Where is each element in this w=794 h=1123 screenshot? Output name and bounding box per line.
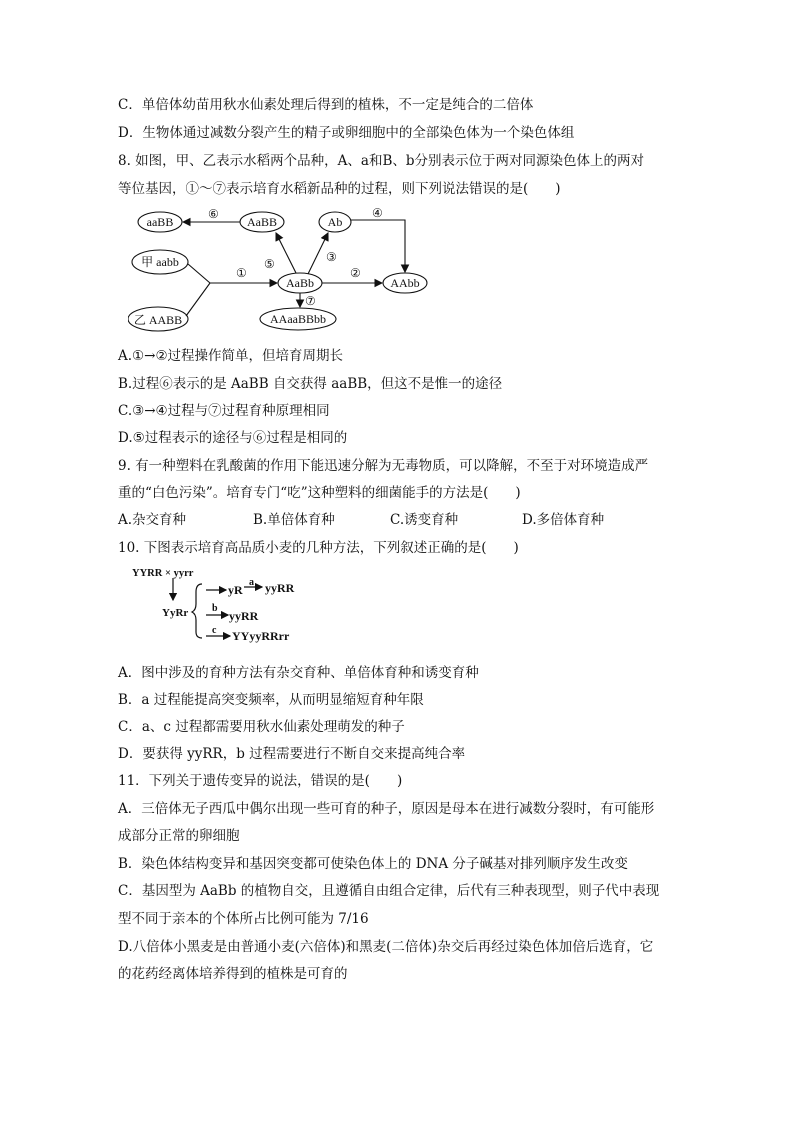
q8-breeding-diagram xyxy=(128,204,488,334)
q11-option-d-line2: 的花药经离体培养得到的植株是可育的 xyxy=(118,966,348,982)
q11-option-a-line2: 成部分正常的卵细胞 xyxy=(118,828,240,844)
q8-stem-line1: 8. 如图，甲、乙表示水稻两个品种，A、a和B、b分别表示位于两对同源染色体上的两对 xyxy=(118,153,645,169)
q9-option-c: C.诱变育种 xyxy=(390,512,459,528)
q7-option-d: D．生物体通过减数分裂产生的精子或卵细胞中的全部染色体为一个染色体组 xyxy=(118,125,575,141)
q9-stem-line2: 重的“白色污染”。培育专门“吃”这种塑料的细菌能手的方法是( ) xyxy=(118,485,521,501)
product-a2-label: yyRR xyxy=(265,581,295,595)
q9-option-d: D.多倍体育种 xyxy=(522,512,605,528)
step-7-label: ⑦ xyxy=(305,294,316,308)
q8-option-a: A.①→②过程操作简单，但培育周期长 xyxy=(118,348,344,364)
step-2-label: ② xyxy=(350,266,361,280)
node-jia-label: 甲 aabb xyxy=(141,255,179,269)
node-yi-label: 乙 AABB xyxy=(133,313,183,327)
product-c-label: YYyyRRrr xyxy=(232,629,290,643)
step-5-label: ⑤ xyxy=(264,257,275,271)
node-AaBb-label: AaBb xyxy=(286,276,314,290)
q10-option-b: B．a 过程能提高突变频率，从而明显缩短育种年限 xyxy=(118,692,424,708)
node-AAbb-label: AAbb xyxy=(390,276,420,290)
q10-option-a: A．图中涉及的育种方法有杂交育种、单倍体育种和诱变育种 xyxy=(118,665,479,681)
q11-option-a-line1: A．三倍体无子西瓜中偶尔出现一些可育的种子，原因是母本在进行减数分裂时，有可能形 xyxy=(118,801,655,817)
q11-option-b: B．染色体结构变异和基因突变都可使染色体上的 DNA 分子碱基对排列顺序发生改变 xyxy=(118,856,628,872)
q9-option-a: A.杂交育种 xyxy=(118,512,187,528)
node-aaBB-label: aaBB xyxy=(146,215,174,229)
q10-wheat-diagram xyxy=(128,564,318,644)
q8-option-c: C.③→④过程与⑦过程育种原理相同 xyxy=(118,403,330,419)
step-3-label: ③ xyxy=(326,250,337,264)
q8-option-d: D.⑤过程表示的途径与⑥过程是相同的 xyxy=(118,430,348,446)
cross-label: YYRR × yyrr xyxy=(132,568,194,579)
q10-stem: 10. 下图表示培育高品质小麦的几种方法，下列叙述正确的是( ) xyxy=(118,540,519,556)
step-1-label: ① xyxy=(236,266,247,280)
q10-option-d: D．要获得 yyRR，b 过程需要进行不断自交来提高纯合率 xyxy=(118,746,466,762)
product-a-label: yR xyxy=(228,583,243,597)
q7-option-c: C．单倍体幼苗用秋水仙素处理后得到的植株，不一定是纯合的二倍体 xyxy=(118,97,534,113)
node-AaBB-label: AaBB xyxy=(247,215,277,229)
process-a-label: a xyxy=(249,577,254,588)
product-b-label: yyRR xyxy=(229,609,259,623)
step-6-label: ⑥ xyxy=(208,207,219,221)
q8-option-b: B.过程⑥表示的是 AaBB 自交获得 aaBB，但这不是惟一的途径 xyxy=(118,376,503,392)
q11-option-c-line2: 型不同于亲本的个体所占比例可能为 7/16 xyxy=(118,911,369,927)
q9-stem-line1: 9. 有一种塑料在乳酸菌的作用下能迅速分解为无毒物质，可以降解，不至于对环境造成严 xyxy=(118,458,649,474)
q8-stem-line2: 等位基因，①～⑦表示培育水稻新品种的过程，则下列说法错误的是( ) xyxy=(118,181,561,197)
q11-option-d-line1: D.八倍体小黑麦是由普通小麦(六倍体)和黑麦(二倍体)杂交后再经过染色体加倍后选育，它 xyxy=(118,939,654,955)
f1-label: YyRr xyxy=(162,607,189,619)
q11-stem: 11．下列关于遗传变异的说法，错误的是( ) xyxy=(118,773,403,789)
node-Ab-label: Ab xyxy=(327,215,343,229)
step-4-label: ④ xyxy=(372,206,383,220)
node-AAaaBBbb-label: AAaaBBbb xyxy=(270,312,326,326)
q11-option-c-line1: C．基因型为 AaBb 的植物自交，且遵循自由组合定律，后代有三种表现型，则子代中表现 xyxy=(118,883,660,899)
q9-option-b: B.单倍体育种 xyxy=(253,512,335,528)
q10-option-c: C．a、c 过程都需要用秋水仙素处理萌发的种子 xyxy=(118,719,405,735)
process-c-label: c xyxy=(212,625,217,636)
process-b-label: b xyxy=(212,603,218,614)
